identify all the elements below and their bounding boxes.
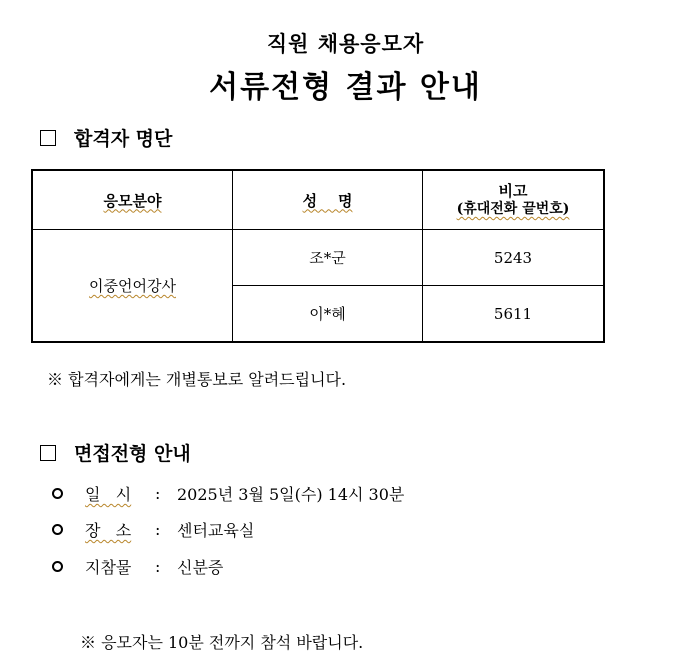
item-value: 센터교육실 [177,521,255,540]
item-colon: : [155,520,161,539]
page-subtitle: 직원 채용응모자 [266,31,425,56]
section-heading-interview: 면접전형 안내 [74,443,191,465]
cell-remark: 5243 [423,230,605,286]
checkbox-square-icon [40,130,56,146]
interview-note: ※ 응모자는 10분 전까지 참석 바랍니다. [80,633,364,652]
circle-bullet-icon [52,488,63,499]
passers-note: ※ 합격자에게는 개별통보로 알려드립니다. [47,370,347,389]
item-label: 장 소 [85,521,132,540]
header-remark-sub: (휴대전화 끝번호) [456,201,570,217]
table-row [32,230,604,286]
section-interview [40,439,191,466]
cell-remark: 5611 [423,286,605,343]
passers-table [31,169,605,343]
item-value: 2025년 3월 5일(수) 14시 30분 [177,485,405,504]
interview-item-datetime [52,482,404,505]
cell-name: 조*군 [233,230,423,286]
item-label: 일 시 [85,485,132,504]
item-colon: : [155,484,161,503]
interview-item-location [52,518,254,541]
section-passers [40,124,172,151]
header-remark: 비고 (휴대전화 끝번호) [423,170,605,230]
cell-name: 이*혜 [233,286,423,343]
item-colon: : [155,557,161,576]
circle-bullet-icon [52,561,63,572]
checkbox-square-icon [40,445,56,461]
item-value: 신분증 [177,558,224,577]
circle-bullet-icon [52,524,63,535]
header-name: 성 명 [233,170,423,230]
interview-item-bring [52,555,223,578]
page-title: 서류전형 결과 안내 [209,70,482,105]
table-header-row [32,170,604,230]
cell-field: 이중언어강사 [32,230,233,343]
section-heading-passers: 합격자 명단 [74,128,173,150]
item-label: 지참물 [85,558,132,577]
header-field: 응모분야 [32,170,233,230]
